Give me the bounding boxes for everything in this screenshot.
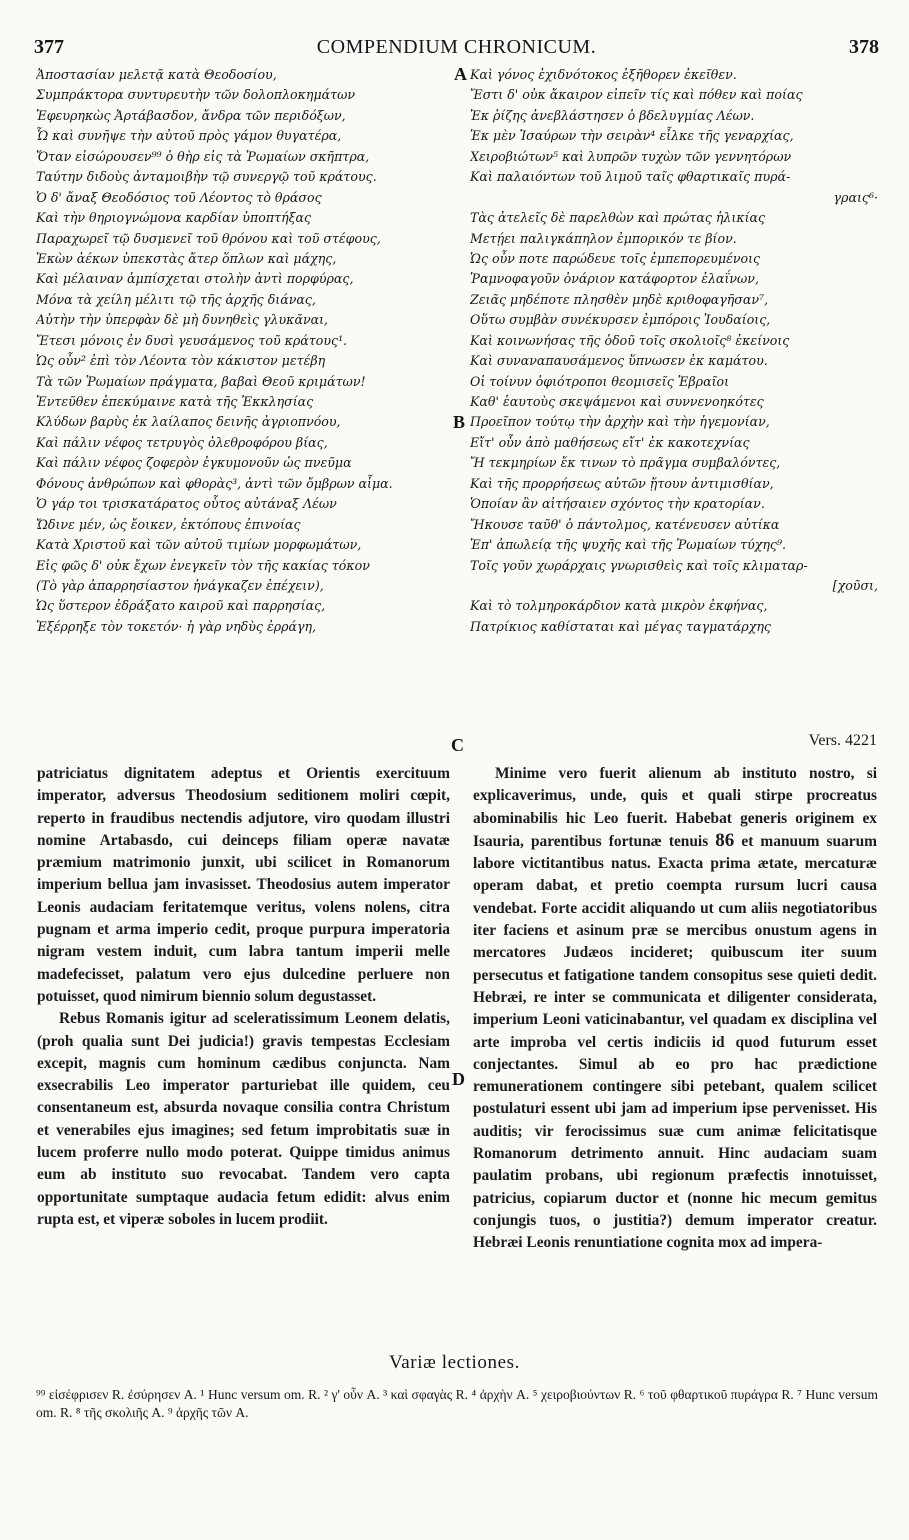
- verse-line: Καὶ γόνος ἐχιδνότοκος ἐξῆθορεν ἐκεῖθεν.: [470, 67, 737, 82]
- verse-line: (Τὸ γὰρ ἀπαρρησίαστον ἠνάγκαζεν ἐπέχειν),: [36, 577, 324, 593]
- verse-reference: Vers. 4221: [808, 732, 877, 749]
- original-page-number: 86: [715, 829, 735, 851]
- latin-paragraph: [473, 763, 877, 1255]
- latin-text: et manuum suarum labore victitantibus natus. Exacta prima ætate, mercaturæ operam dabat, et pretio coempta rursum lucri causa vendebat. Forte accidit aliquando ut cum aliis negotiatoribus iter faciens et asinum præ se mercibus onustum agens in mercatores Judæos incideret; quibuscum iter suum persecutus et fatigatione tandem consopitus sese quieti dedit. Hebræi, re inter se communicata et diligenter considerata, imperium Leoni vaticinabantur, vel quadam ex disciplina vel arte improba vel certis indiciis id quod futurum esset conjectantes. Simul ab eo pro hac prædictione remunerationem contingere sibi petebant, qualem scilicet postulaturi essent ubi jam ad imperium ipse pervenisset. His auditis; vir ferocissimus suæ cum animæ felicitatisque Romanorum detrimento annuit. Hinc audaciam suam paulatim probans, ubi regionum præfectis innotuisset, patricius, copiarum ductor et (nonne hic mecum gemitus conjungis tuos, o justitia?) demum imperator creatur. Hebræi Leonis renuntiatione cognita mox ad impera-: [473, 832, 877, 1252]
- verse-line: Ἑκὼν ἀέκων ὑπεκστὰς ἄτερ ὅπλων καὶ μάχης,: [36, 250, 337, 266]
- verse-line: Ἤκουσε ταῦθ' ὁ πάντολμος, κατένευσεν αὐτίκα: [470, 516, 780, 532]
- verse-line: Ὡς ὕστερον ἐδράξατο καιροῦ καὶ παρρησίας,: [36, 598, 326, 614]
- running-title: COMPENDIUM CHRONICUM.: [316, 36, 597, 58]
- verse-line: Καὶ πάλιν νέφος τετρυγὸς ὀλεθροφόρου βίας,: [36, 434, 328, 450]
- verse-line: Καὶ παλαιόντων τοῦ λιμοῦ ταῖς φθαρτικαῖς πυρά-: [470, 169, 791, 185]
- verse-line: Εἰς φῶς δ' οὐκ ἔχων ἐνεγκεῖν τὸν τῆς κακίας τόκον: [36, 557, 370, 573]
- verse-line: Ζειᾶς μηδέποτε πλησθὲν μηδὲ κριθοφαγῆσαν⁷,: [470, 291, 769, 307]
- verse-line: Ἐκ μὲν Ἰσαύρων τὴν σειρὰν⁴ εἶλκε τῆς γεναρχίας,: [470, 128, 794, 144]
- latin-text: Minime vero fuerit alienum ab instituto nostro, si explicaverimus, unde, quis et quali stirpe procreatus abominabilis hic Leo fuerit. Habebat generis originem ex Isauria, parentibus fortunæ tenuis: [473, 765, 877, 850]
- verse-line: Καὶ συναναπαυσάμενος ὕπνωσεν ἐκ καμάτου.: [470, 353, 768, 369]
- greek-verse-right: [470, 65, 878, 637]
- verse-line: Καὶ πάλιν νέφος ζοφερὸν ἐγκυμονοῦν ὡς πνεῦμα: [36, 455, 352, 471]
- verse-line: Καὶ τῆς προρρήσεως αὐτῶν ᾔτουν ἀντιμισθίαν,: [470, 475, 774, 491]
- verse-line: Ἔτεσι μόνοις ἐν δυσὶ γευσάμενος τοῦ κράτους¹.: [36, 332, 348, 348]
- verse-line: Ἐντεῦθεν ἐπεκύμαινε κατὰ τῆς Ἐκκλησίας: [36, 394, 314, 409]
- verse-line: Ὡς οὖν² ἐπὶ τὸν Λέοντα τὸν κάκιστον μετέβη: [36, 353, 326, 369]
- verse-line: Καὶ κοινωνήσας τῆς ὁδοῦ τοῖς σκολιοῖς⁸ ἐκείνοις: [470, 332, 790, 348]
- verse-line: Μόνα τὰ χείλη μέλιτι τῷ τῆς ἀρχῆς διάνας,: [36, 291, 316, 307]
- verse-line: Καὶ τὴν θηριογνώμονα καρδίαν ὑποπτήξας: [36, 210, 312, 226]
- verse-line: Καὶ τὸ τολμηροκάρδιον κατὰ μικρὸν ἐκφήνας,: [470, 598, 768, 614]
- verse-line: Οἱ τοίνυν ὀφιότροποι θεομισεῖς Ἑβραῖοι: [470, 373, 730, 389]
- page-number-left: 377: [34, 36, 64, 58]
- verse-line: Ἀποστασίαν μελετᾷ κατὰ Θεοδοσίου,: [36, 67, 277, 82]
- verse-line-continuation: [χοῦσι,: [832, 577, 878, 593]
- verse-line: Φόνους ἀνθρώπων καὶ φθορὰς³, ἀντὶ τῶν ὄμβρων αἷμα.: [36, 475, 393, 491]
- verse-line: Τὰς ἀτελεῖς δὲ παρελθὼν καὶ πρώτας ἡλικίας: [470, 210, 766, 226]
- verse-line: Ὡς οὖν ποτε παρώδευε τοῖς ἐμπεπορευμένοις: [470, 250, 761, 266]
- verse-line: Ἐπ' ἀπωλείᾳ τῆς ψυχῆς καὶ τῆς Ῥωμαίων τύχης⁹.: [470, 537, 787, 553]
- latin-paragraph: Rebus Romanis igitur ad sceleratissimum Leonem delatis, (proh qualia sunt Dei judicia!) gravis tempestas Ecclesiam excepit, magnis cum hominum cædibus conjuncta. Nam exsecrabilis Leo imperator parturiebat ille quidem, ceu consentaneum est, absurda novaque consilia contra Christum et venerabiles ejus imagines; sed fetum improbitatis suæ in lucem proferre nullo modo poterat. Quippe timidus animus eum ab instituto suo revocabat. Tandem vero capta opportunitate sumptaque audacia fetum edidit: alvus enim rupta est, et viperæ soboles in lucem prodiit.: [37, 1010, 450, 1228]
- verse-line: Καθ' ἑαυτοὺς σκεψάμενοι καὶ συννενοηκότες: [470, 394, 764, 409]
- variant-readings: ⁹⁹ εἰσέφρισεν R. ἐσύρησεν A. ¹ Hunc versum om. R. ² γ' οὖν A. ³ καὶ σφαγὰς R. ⁴ ἀρχὴν A. ⁵ χειροβιούντων R. ⁶ τοῦ φθαρτικοῦ πυράγρα R. ⁷ Hunc versum om. R. ⁸ τῆς σκολιῆς A. ⁹ ἀρχῆς τῶν A.: [36, 1387, 878, 1420]
- variae-lectiones-heading: Variæ lectiones.: [389, 1352, 520, 1373]
- verse-line: Ὁποίαν ἂν αἰτήσαιεν σχόντος τὴν κρατορίαν.: [470, 496, 765, 512]
- verse-line: Ὁ γάρ τοι τρισκατάρατος οὗτος αὐτάναξ Λέων: [36, 496, 337, 512]
- verse-line: Τοῖς γοῦν χωράρχαις γνωρισθεὶς καὶ τοῖς κλιματαρ-: [470, 557, 808, 573]
- verse-line: Ἤ τεκμηρίων ἔκ τινων τὸ πρᾶγμα συμβαλόντες,: [470, 455, 781, 471]
- verse-line: Εἴτ' οὖν ἀπὸ μαθήσεως εἴτ' ἐκ κακοτεχνίας: [470, 434, 750, 450]
- section-marker-c: C: [451, 735, 464, 755]
- verse-line: Προεῖπον τούτῳ τὴν ἀρχὴν καὶ τὴν ἡγεμονίαν,: [470, 414, 770, 430]
- verse-line: Ῥαμνοφαγοῦν ὀνάριον κατάφορτον ἐλαΐνων,: [470, 271, 759, 287]
- verse-line: Χειροβιώτων⁵ καὶ λυπρῶν τυχὼν τῶν γεννητόρων: [470, 148, 792, 164]
- verse-line: Ἐξέρρηξε τὸν τοκετόν· ἡ γὰρ νηδὺς ἐρράγη,: [36, 618, 317, 634]
- verse-line: Κατὰ Χριστοῦ καὶ τῶν αὐτοῦ τιμίων μορφωμάτων,: [36, 537, 362, 553]
- latin-translation-left: [37, 763, 450, 1231]
- verse-line: Ὤδινε μέν, ὡς ἔοικεν, ἐκτόπους ἐπινοίας: [36, 516, 301, 532]
- verse-line: Ὧ καὶ συνῆψε τὴν αὐτοῦ πρὸς γάμον θυγατέρα,: [36, 128, 342, 144]
- verse-line: Μετῄει παλιγκάπηλον ἐμπορικόν τε βίον.: [470, 230, 737, 246]
- section-marker-d: D: [452, 1069, 465, 1089]
- greek-verse-left: [36, 65, 450, 637]
- verse-line: Οὕτω συμβὰν συνέκυρσεν ἐμπόροις Ἰουδαίοις,: [470, 312, 771, 328]
- verse-line: Ἐκ ῥίζης ἀνεβλάστησεν ὁ βδελυγμίας Λέων.: [470, 107, 755, 123]
- section-marker-a: A: [454, 64, 467, 84]
- page-number-right: 378: [849, 36, 879, 58]
- latin-translation-right: [473, 763, 877, 1255]
- verse-line: Ἔστι δ' οὐκ ἄκαιρον εἰπεῖν τίς καὶ πόθεν καὶ ποίας: [470, 87, 803, 103]
- verse-line: Ὁ δ' ἄναξ Θεοδόσιος τοῦ Λέοντος τὸ θράσος: [36, 189, 322, 205]
- verse-line: Κλύδων βαρὺς ἐκ λαίλαπος δεινῆς ἀγριοπνόου,: [36, 414, 341, 430]
- verse-line-continuation: γραις⁶·: [833, 189, 878, 205]
- verse-line: Ὅταν εἰσώρουσεν⁹⁹ ὁ θὴρ εἰς τὰ Ῥωμαίων σκῆπτρα,: [36, 148, 370, 164]
- verse-line: Καὶ μέλαιναν ἀμπίσχεται στολὴν ἀντὶ πορφύρας,: [36, 271, 354, 287]
- verse-line: Ἐφευρηκὼς Ἀρτάβασδον, ἄνδρα τῶν περιδόξων,: [36, 107, 346, 123]
- verse-line: Αὐτὴν τὴν ὑπερφὰν δὲ μὴ δυνηθεὶς γλυκᾶναι,: [36, 312, 329, 328]
- verse-line: Ταύτην διδοὺς ἀνταμοιβὴν τῷ συνεργῷ τοῦ κράτους.: [36, 169, 377, 185]
- verse-line: Παραχωρεῖ τῷ δυσμενεῖ τοῦ θρόνου καὶ τοῦ στέφους,: [36, 230, 381, 246]
- section-marker-b: B: [453, 412, 466, 432]
- verse-line: Συμπράκτορα συντυρευτὴν τῶν δολοπλοκημάτων: [36, 87, 356, 103]
- latin-paragraph: patriciatus dignitatem adeptus et Orientis exercituum imperator, adversus Theodosium seditionem moliri cœpit, reperto in fraudibus nectendis adjutore, viro quodam illustri nomine Artabasdo, cui deinceps filiam operæ navatæ præmium matrimonio junxit, ubi scilicet in Romanorum imperium bellua jam invasisset. Theodosius autem imperator Leonis audaciam feritatemque veritus, volens nolens, citra pugnam et arma imperio cedit, proque purpura imperatoria nigram vestem induit, cum labra tantum imperii melle madefecisset, palatum vero ejus dulcedine perluere non potuisset, quod nimirum biennio solum degustasset.: [37, 765, 450, 1005]
- page-header: [34, 30, 879, 60]
- verse-line: Τὰ τῶν Ῥωμαίων πράγματα, βαβαὶ Θεοῦ κριμάτων!: [36, 373, 366, 389]
- verse-line: Πατρίκιος καθίσταται καὶ μέγας ταγματάρχης: [470, 618, 771, 634]
